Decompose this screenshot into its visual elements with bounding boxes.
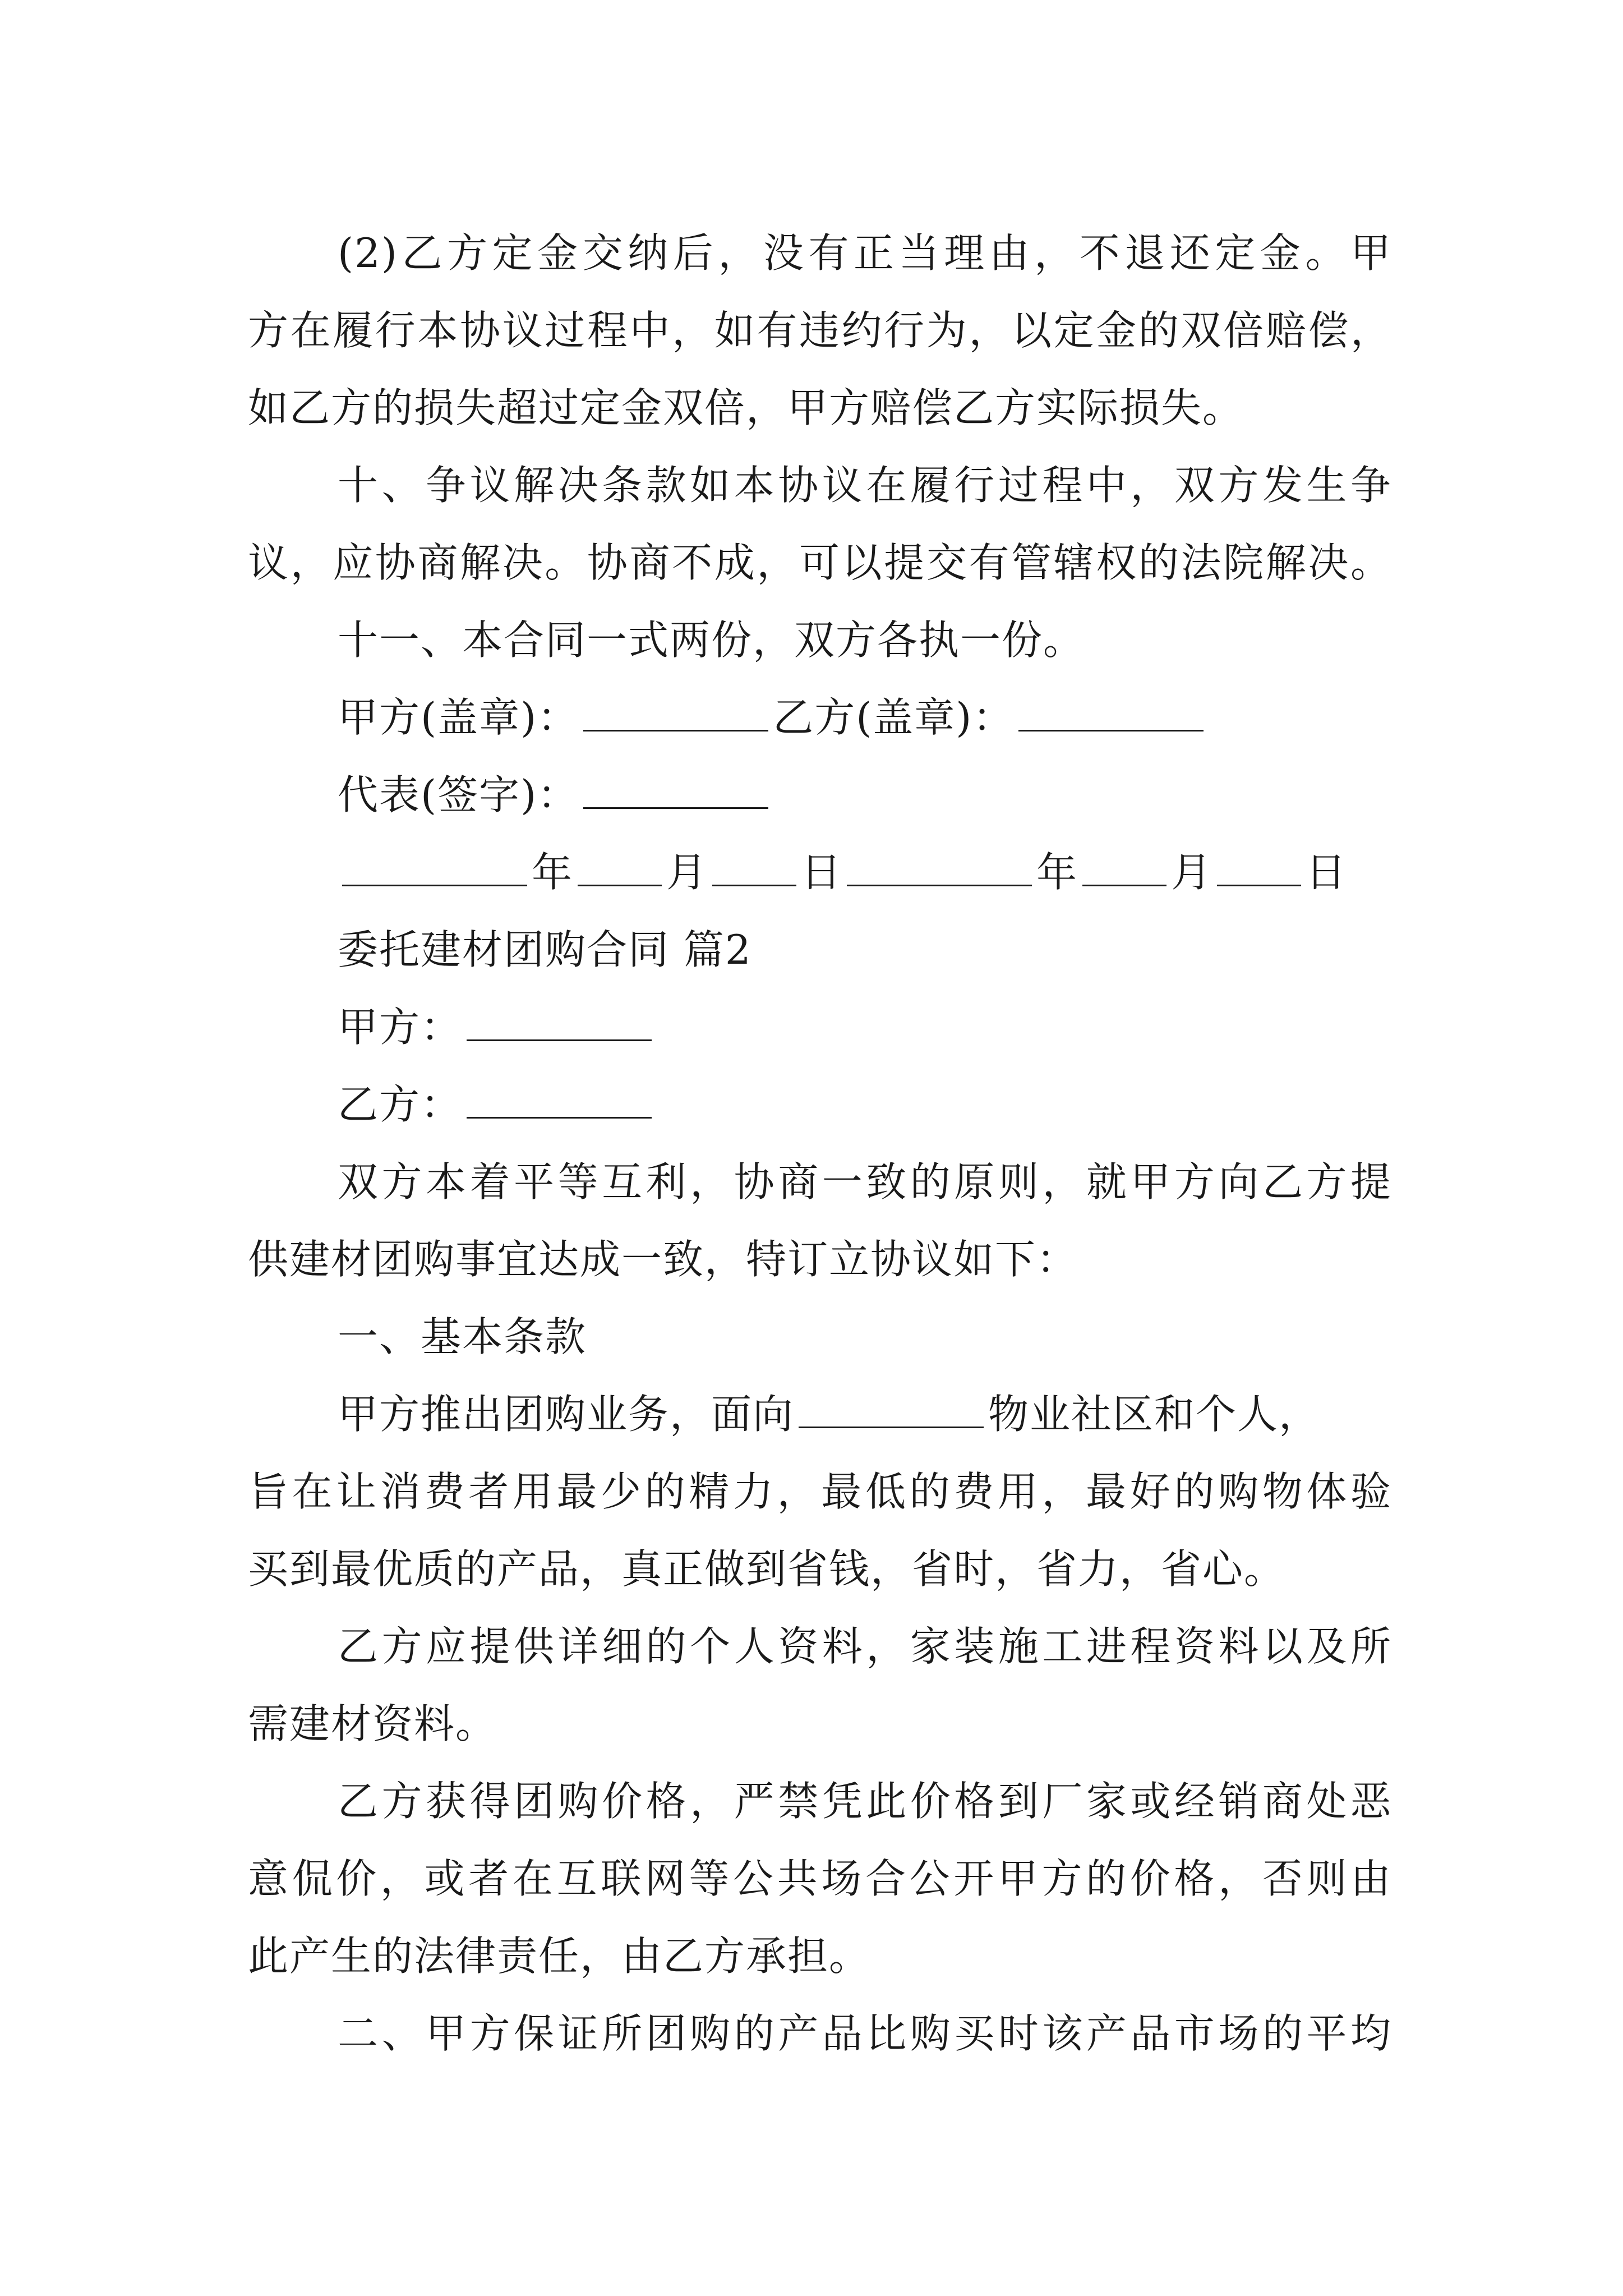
paragraph-principle-line2: 供建材团购事宜达成一致，特订立协议如下：	[248, 1236, 1078, 1283]
date-b-month-label: 月	[1171, 849, 1213, 896]
party-a-blank[interactable]	[467, 999, 652, 1041]
date-b-day-label: 日	[1306, 849, 1348, 896]
date-row	[248, 834, 1392, 911]
section-basic-terms: 一、基本条款	[338, 1313, 587, 1360]
party-a-seal-blank[interactable]	[583, 689, 768, 731]
paragraph-dispute-line2: 议，应协商解决。协商不成，可以提交有管辖权的法院解决。	[248, 539, 1392, 586]
date-b-day-blank[interactable]	[1217, 844, 1301, 886]
date-a-year-blank[interactable]	[342, 844, 527, 886]
representative-blank[interactable]	[583, 767, 768, 809]
date-b-year-label: 年	[1036, 849, 1078, 896]
party-b-seal-label: 乙方(盖章)：	[773, 694, 1015, 741]
paragraph-price-line2: 意侃价，或者在互联网等公共场合公开甲方的价格，否则由	[248, 1855, 1392, 1902]
party-a-row	[248, 988, 1392, 1066]
date-b-month-blank[interactable]	[1082, 844, 1166, 886]
date-a-day-label: 日	[801, 849, 843, 896]
paragraph-price-line1: 乙方获得团购价格，严禁凭此价格到厂家或经销商处恶	[338, 1778, 1392, 1825]
party-b-seal-blank[interactable]	[1018, 689, 1204, 731]
community-blank[interactable]	[799, 1386, 984, 1428]
paragraph-copies: 十一、本合同一式两份，双方各执一份。	[338, 616, 1085, 664]
paragraph-info-line1: 乙方应提供详细的个人资料，家装施工进程资料以及所	[338, 1623, 1392, 1670]
paragraph-price-line3: 此产生的法律责任，由乙方承担。	[248, 1932, 871, 1980]
date-a-month-label: 月	[666, 849, 708, 896]
party-b-blank[interactable]	[467, 1076, 652, 1119]
date-a-month-blank[interactable]	[578, 844, 662, 886]
date-a-year-label: 年	[532, 849, 574, 896]
paragraph-deposit-line2: 方在履行本协议过程中，如有违约行为，以定金的双倍赔偿，	[248, 307, 1392, 354]
paragraph-groupbuy-line3: 买到最优质的产品，真正做到省钱，省时，省力，省心。	[248, 1545, 1286, 1593]
document-body	[248, 214, 1392, 2072]
date-b-year-blank[interactable]	[847, 844, 1032, 886]
paragraph-guarantee-line1: 二、甲方保证所团购的产品比购买时该产品市场的平均	[338, 2010, 1392, 2057]
paragraph-deposit-line1: (2)乙方定金交纳后，没有正当理由，不退还定金。甲	[338, 229, 1392, 277]
paragraph-groupbuy-end: 物业社区和个人，	[988, 1391, 1321, 1438]
paragraph-info-line2: 需建材资料。	[248, 1700, 497, 1747]
paragraph-groupbuy-line2: 旨在让消费者用最少的精力，最低的费用，最好的购物体验	[248, 1468, 1392, 1515]
party-a-label: 甲方：	[338, 1004, 463, 1051]
paragraph-groupbuy-line1	[248, 1375, 1392, 1453]
signature-seal-row	[248, 679, 1392, 756]
contract-title-2: 委托建材团购合同 篇2	[338, 926, 752, 973]
representative-label: 代表(签字)：	[338, 771, 579, 818]
paragraph-dispute-line1: 十、争议解决条款如本协议在履行过程中，双方发生争	[338, 462, 1392, 509]
paragraph-principle-line1: 双方本着平等互利，协商一致的原则，就甲方向乙方提	[338, 1158, 1392, 1205]
date-a-day-blank[interactable]	[712, 844, 796, 886]
paragraph-groupbuy-start: 甲方推出团购业务，面向	[338, 1391, 795, 1438]
paragraph-deposit-line3: 如乙方的损失超过定金双倍，甲方赔偿乙方实际损失。	[248, 384, 1244, 431]
representative-row	[248, 756, 1392, 834]
party-b-row	[248, 1066, 1392, 1143]
party-a-seal-label: 甲方(盖章)：	[338, 694, 579, 741]
party-b-label: 乙方：	[338, 1081, 463, 1128]
